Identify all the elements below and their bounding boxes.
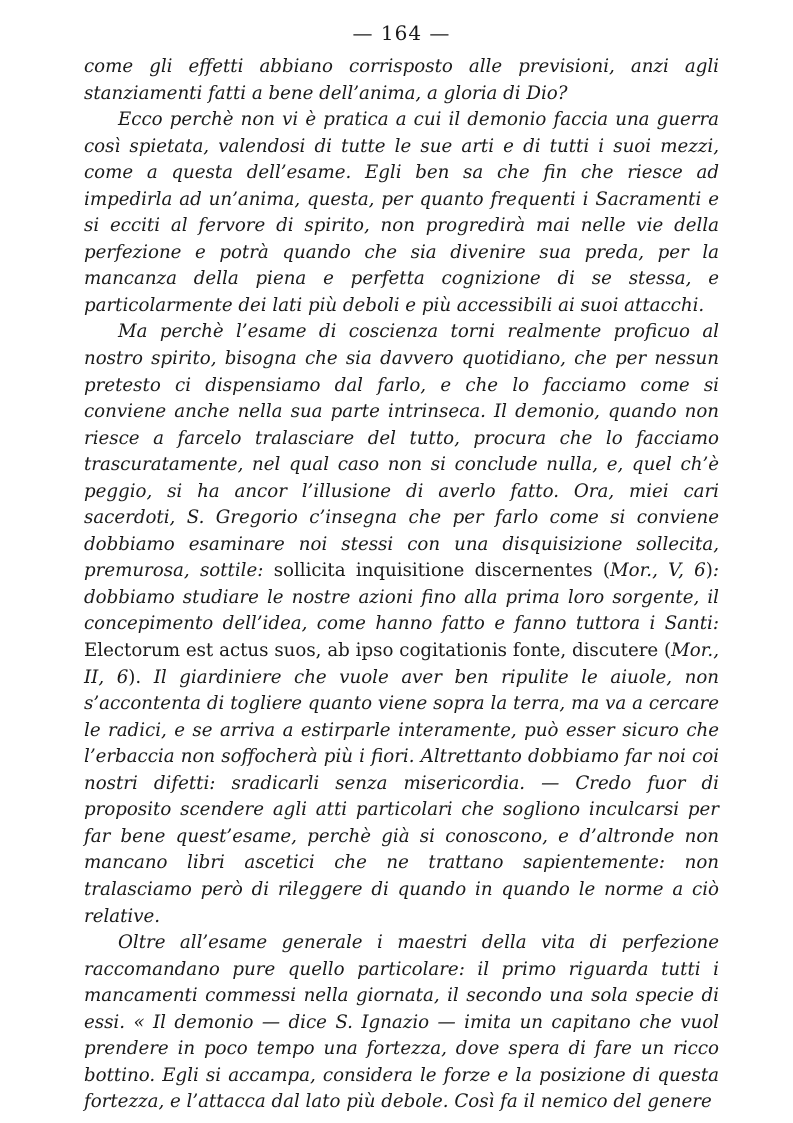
latin-quote-run: sollicita inquisitione discernentes ( (273, 560, 611, 582)
paragraph (84, 319, 719, 930)
paragraph (84, 930, 719, 1116)
text-run: Il giardiniere che vuole aver ben ripulite le aiuole, non s’accontenta di togliere quanto viene sopra la terra, ma va a cercare le radici, e se arriva a estirparle interamente, può esser sicuro che l’erbaccia non soffocherà più i fiori. Altrettanto dobbiamo far noi coi nostri difetti: sradicarli senza misericordia. — Credo fuor di proposito scendere agli atti particolari che sogliono inculcarsi per far bene quest’esame, perchè già si conoscono, e d’altronde non mancano libri ascetici che ne trattano sapientemente: non tralasciamo però di rileggere di quando in quando le norme a ciò relative. (84, 666, 719, 927)
body-text (84, 54, 719, 1116)
text-run: Ecco perchè non vi è pratica a cui il demonio faccia una guerra così spietata, valendosi di tutte le sue arti e di tutti i suoi mezzi, come a questa dell’esame. Egli ben sa che fin che riesce ad impedirla ad un’anima, questa, per quanto frequenti i Sacramenti e si ecciti al fervore di spirito, non progredirà mai nelle vie della perfezione e potrà quando che sia divenire sua preda, per la mancanza della piena e perfetta cognizione di se stessa, e particolarmente dei lati più deboli e più accessibili ai suoi attacchi. (84, 109, 719, 316)
latin-quote-run: ) (705, 560, 713, 582)
paragraph (84, 107, 719, 319)
latin-quote-run: ). (128, 666, 154, 688)
latin-quote-run: Electorum est actus suos, ab ipso cogitationis fonte, discutere ( (84, 640, 672, 662)
text-run: Oltre all’esame generale i maestri della vita di perfezione raccomandano pure quello particolare: il primo riguarda tutti i mancamenti commessi nella giornata, il secondo una sola specie di essi. « Il demonio — dice S. Ignazio — imita un capitano che vuol prendere in poco tempo una fortezza, dove spera di fare un ricco bottino. Egli si accampa, considera le forze e la posizione di questa fortezza, e l’attacca dal lato più debole. Così fa il nemico del genere (84, 932, 719, 1113)
paragraph (84, 54, 719, 107)
text-run: Mor., II, 6 (84, 640, 719, 688)
text-run: Mor., V, 6 (610, 560, 706, 582)
text-run: : dobbiamo studiare le nostre azioni fino alla prima loro sorgente, il concepimento dell’idea, come hanno fatto e fanno tuttora i Santi: (84, 560, 719, 635)
text-run: Ma perchè l’esame di coscienza torni realmente proficuo al nostro spirito, bisogna che sia davvero quotidiano, che per nessun pretesto ci dispensiamo dal farlo, e che lo facciamo come si conviene anche nella sua parte intrinseca. Il demonio, quando non riesce a farcelo tralasciare del tutto, procura che lo facciamo trascuratamente, nel qual caso non si conclude nulla, e, quel ch’è peggio, si ha ancor l’illusione di averlo fatto. Ora, miei cari sacerdoti, S. Gregorio c’insegna che per farlo come si conviene dobbiamo esaminare noi stessi con una disquisizione sollecita, premurosa, sottile: (84, 321, 719, 582)
page-number: — 164 — (352, 21, 451, 45)
text-run: come gli effetti abbiano corrisposto alle previsioni, anzi agli stanziamenti fatti a bene dell’anima, a gloria di Dio? (84, 56, 719, 104)
